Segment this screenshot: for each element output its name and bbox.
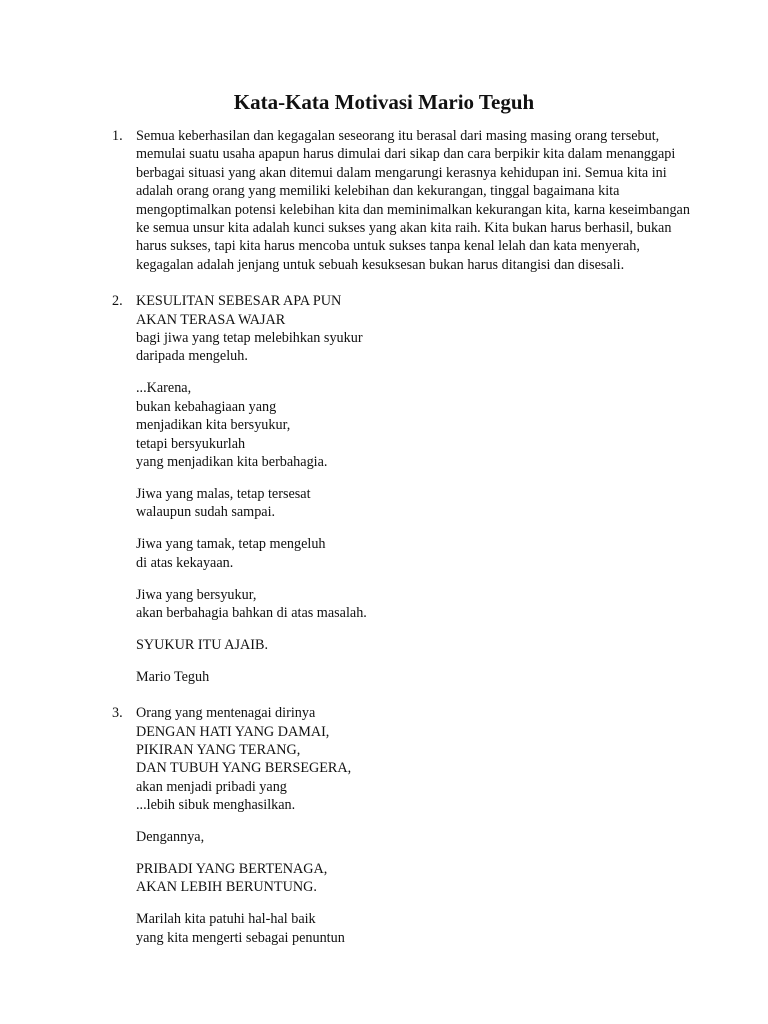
text-line: adalah orang orang yang memiliki kelebihan dan kekurangan, tinggal bagaimana kita	[136, 183, 620, 200]
text-line: tetapi bersyukurlah	[136, 435, 246, 452]
text-line: Semua keberhasilan dan kegagalan seseorang itu berasal dari masing masing orang tersebut,	[136, 128, 660, 144]
text-line: yang kita mengerti sebagai penuntun	[136, 929, 345, 946]
list-item-1	[112, 127, 690, 274]
text-line: di atas kekayaan.	[136, 554, 234, 571]
text-line: bukan kebahagiaan yang	[136, 398, 277, 415]
item-paragraph	[136, 127, 690, 274]
text-line: Dengannya,	[136, 829, 205, 846]
text-line: kegagalan adalah jenjang untuk sebuah kesuksesan bukan harus ditangisi dan disesali.	[136, 256, 625, 273]
poem-stanza	[136, 828, 682, 846]
text-line: Mario Teguh	[136, 668, 210, 685]
poem-stanza	[136, 586, 682, 623]
poem-stanza	[136, 910, 682, 947]
text-line: AKAN LEBIH BERUNTUNG.	[136, 879, 317, 896]
text-line: Orang yang mentenagai dirinya	[136, 705, 316, 722]
text-line: PIKIRAN YANG TERANG,	[136, 741, 301, 758]
text-line: Jiwa yang bersyukur,	[136, 586, 257, 603]
author-signature	[136, 668, 682, 686]
text-line: yang menjadikan kita berbahagia.	[136, 454, 328, 470]
poem-stanza	[136, 535, 682, 572]
text-line: akan menjadi pribadi yang	[136, 778, 287, 795]
poem-stanza	[136, 704, 682, 814]
poem-stanza	[136, 379, 682, 471]
text-line: memulai suatu usaha apapun harus dimulai dari sikap dan cara berpikir kita dalam menanggapi	[136, 146, 676, 163]
motivation-list	[112, 127, 690, 947]
poem-stanza	[136, 292, 682, 366]
document-title: Kata-Kata Motivasi Mario Teguh	[233, 90, 535, 114]
text-line: akan berbahagia bahkan di atas masalah.	[136, 604, 367, 621]
text-line: menjadikan kita bersyukur,	[136, 417, 291, 434]
poem-stanza	[136, 860, 682, 897]
text-line: harus sukses, tapi kita harus mencoba untuk sukses tanpa kenal lelah dan kata menyerah,	[136, 238, 640, 255]
text-line: KESULITAN SEBESAR APA PUN	[136, 293, 342, 310]
text-line: berbagai situasi yang akan ditemui dalam mengarungi kerasnya kehidupan ini. Semua kita ini	[136, 164, 667, 181]
text-line: ...Karena,	[136, 380, 192, 397]
text-line: mengoptimalkan potensi kelebihan kita dan meminimalkan kekurangan kita, karna keseimbangan	[136, 201, 690, 218]
text-line: SYUKUR ITU AJAIB.	[136, 636, 269, 653]
text-line: PRIBADI YANG BERTENAGA,	[136, 861, 328, 877]
text-line: daripada mengeluh.	[136, 348, 248, 365]
text-line: walaupun sudah sampai.	[136, 504, 276, 521]
poem-stanza	[136, 485, 682, 522]
list-number: 1.	[112, 128, 123, 144]
text-line: ke semua unsur kita adalah kunci sukses yang akan kita raih. Kita bukan harus berhasil, bukan	[136, 220, 672, 237]
text-line: Jiwa yang malas, tetap tersesat	[136, 485, 311, 502]
text-line: bagi jiwa yang tetap melebihkan syukur	[136, 330, 363, 347]
text-line: DAN TUBUH YANG BERSEGERA,	[136, 760, 352, 777]
text-line: ...lebih sibuk menghasilkan.	[136, 797, 296, 814]
text-line: Marilah kita patuhi hal-hal baik	[136, 911, 316, 928]
poem-stanza	[136, 636, 682, 654]
text-line: Jiwa yang tamak, tetap mengeluh	[136, 536, 326, 553]
list-number: 3.	[112, 705, 123, 722]
list-item-2	[112, 292, 682, 686]
list-number: 2.	[112, 293, 123, 310]
text-line: AKAN TERASA WAJAR	[136, 311, 286, 328]
text-line: DENGAN HATI YANG DAMAI,	[136, 723, 330, 740]
list-item-3	[112, 704, 682, 947]
